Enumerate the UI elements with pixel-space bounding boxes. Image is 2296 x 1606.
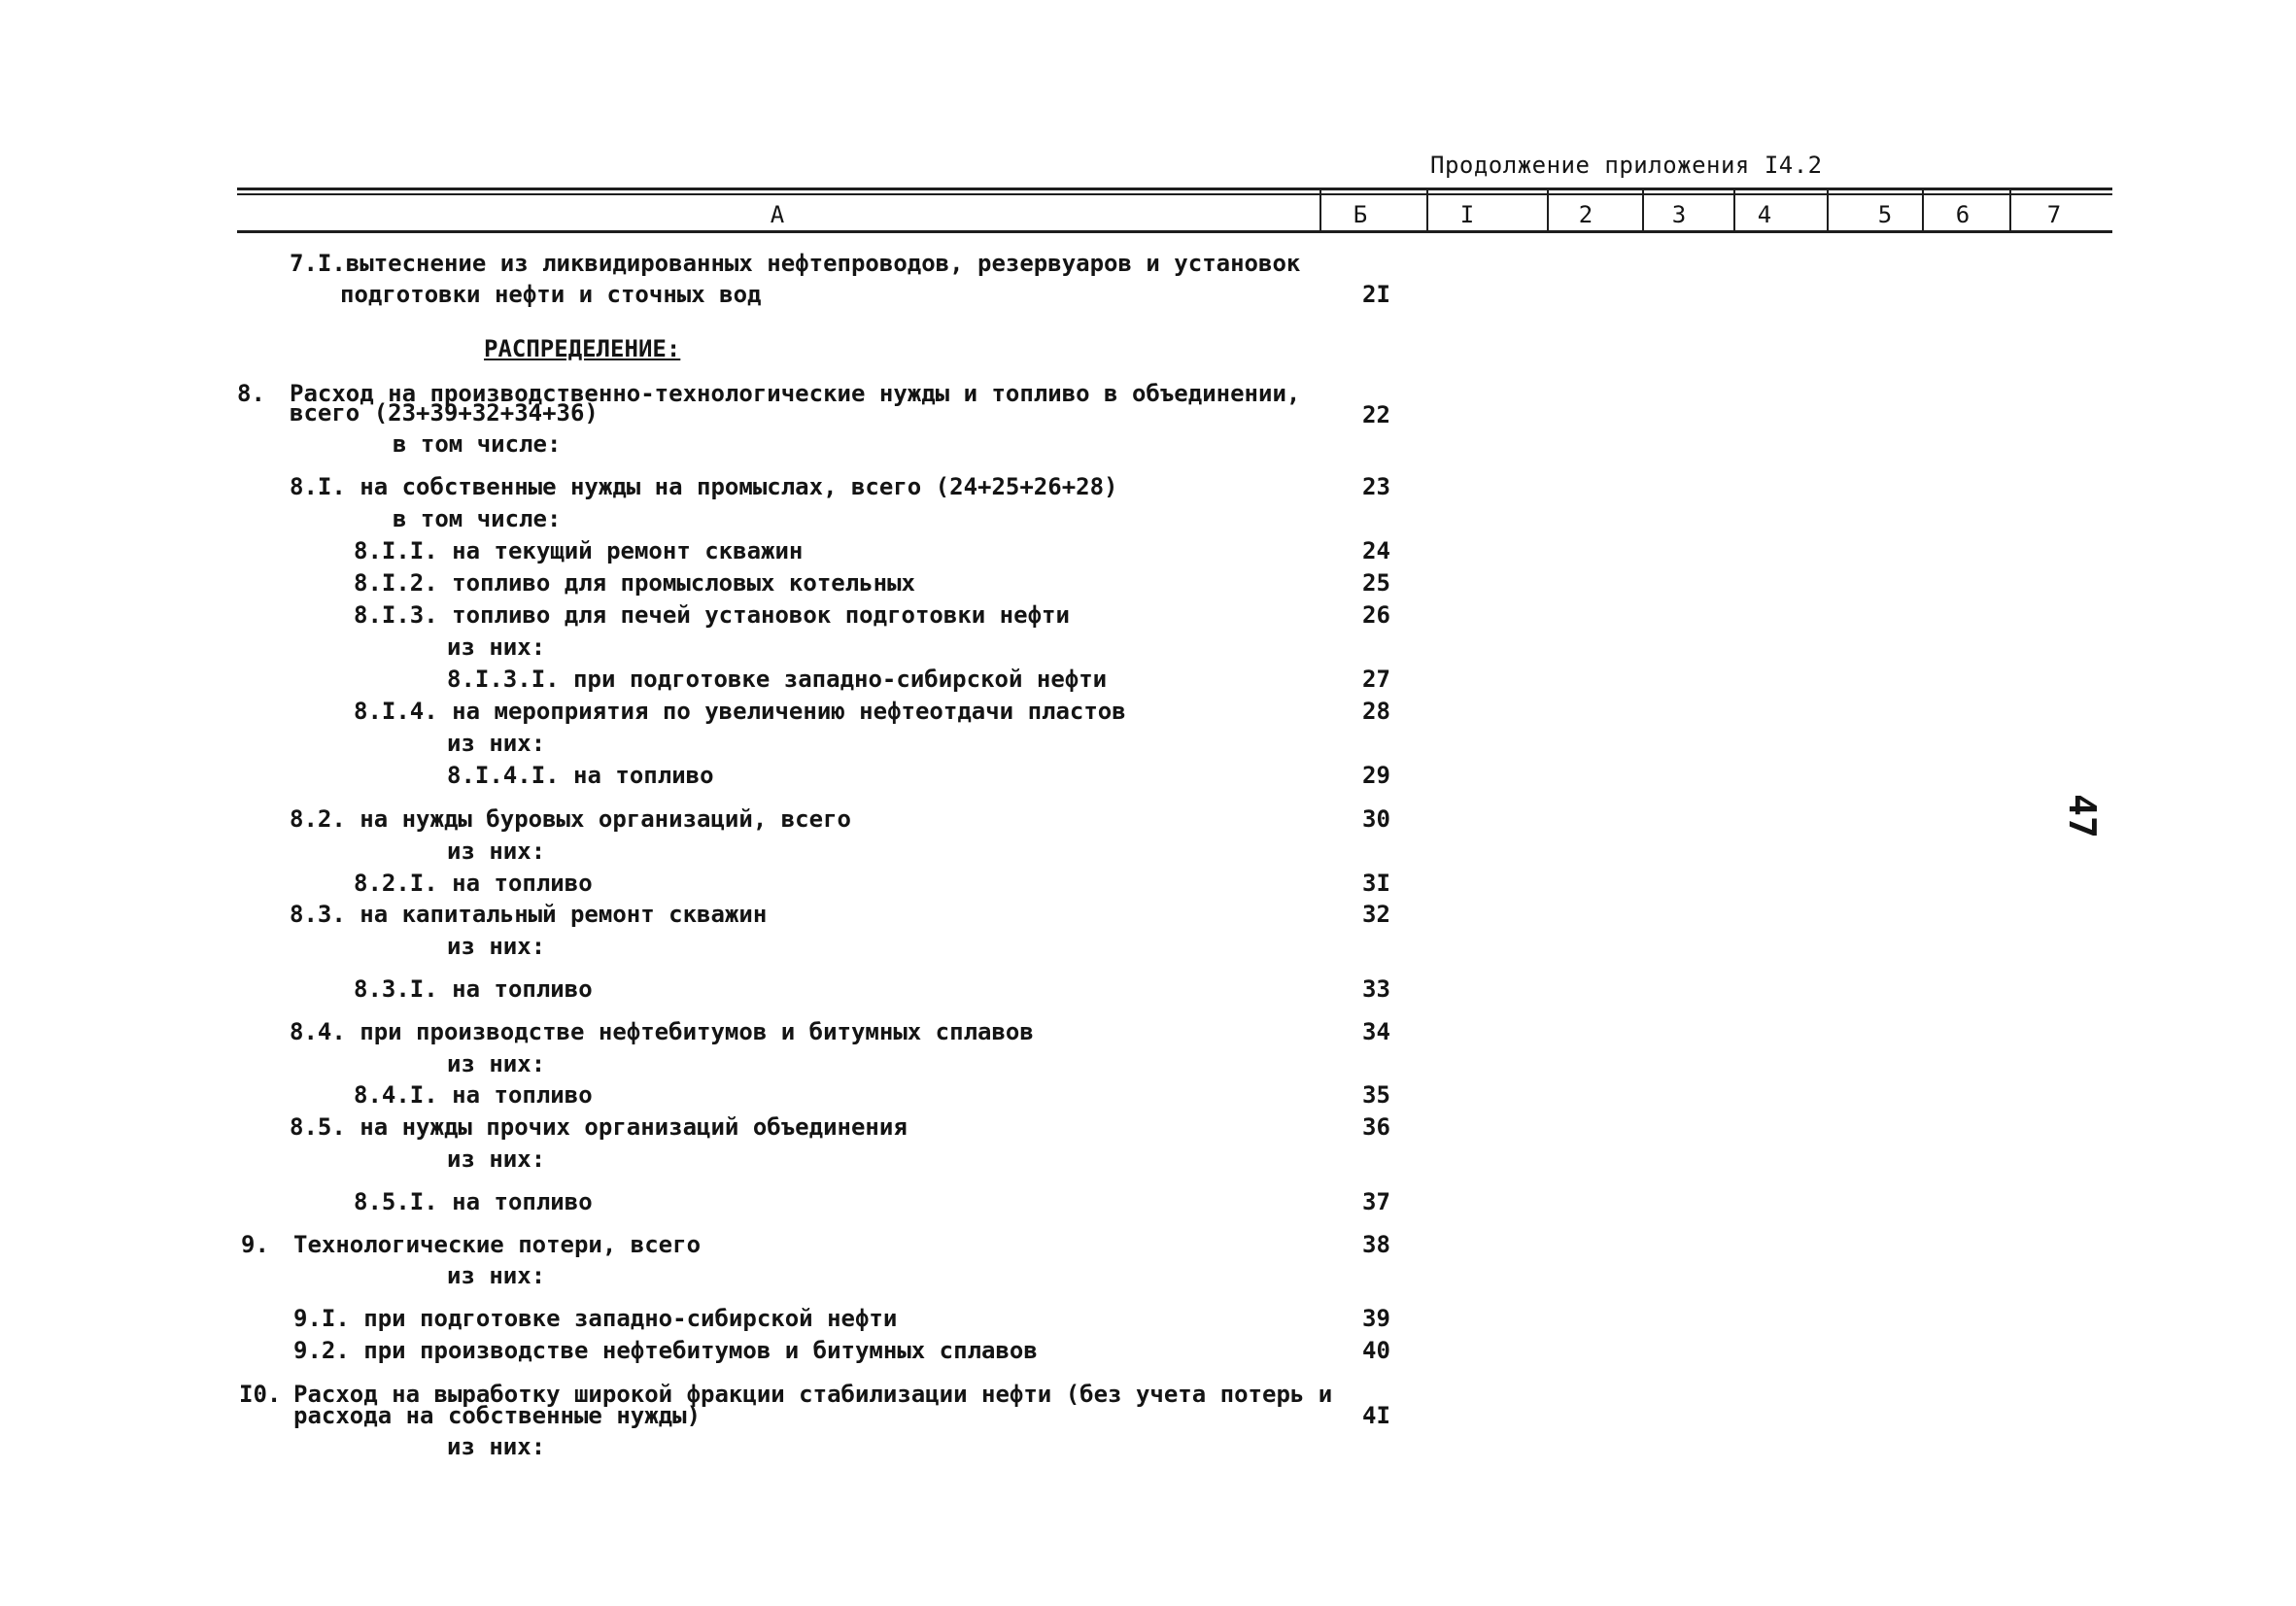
row-text: 8.2. на нужды буровых организаций, всего bbox=[290, 805, 851, 833]
row-text: из них: bbox=[447, 837, 546, 865]
row-number: I0. bbox=[239, 1381, 282, 1408]
table-row bbox=[0, 804, 2296, 837]
table-row bbox=[0, 697, 2296, 730]
header-bottom-rule bbox=[237, 230, 2112, 233]
row-code: 2I bbox=[1362, 281, 1390, 308]
column-separator bbox=[1642, 190, 1644, 231]
table-row bbox=[0, 568, 2296, 601]
column-header-a: А bbox=[770, 201, 785, 228]
row-text: 8.I. на собственные нужды на промыслах, всего (24+25+26+28) bbox=[290, 473, 1118, 500]
row-number: 8. bbox=[237, 380, 265, 407]
table-row bbox=[0, 249, 2296, 282]
row-text: 8.4. при производстве нефтебитумов и битумных сплавов bbox=[290, 1018, 1034, 1045]
column-separator bbox=[1547, 190, 1549, 231]
row-text: 8.I.2. топливо для промысловых котельных bbox=[354, 569, 915, 597]
row-code: 25 bbox=[1362, 569, 1390, 597]
row-code: 29 bbox=[1362, 762, 1390, 789]
row-text: расхода на собственные нужды) bbox=[293, 1402, 702, 1429]
row-code: 35 bbox=[1362, 1081, 1390, 1109]
row-code: 36 bbox=[1362, 1113, 1390, 1141]
table-row bbox=[0, 1304, 2296, 1337]
row-text: из них: bbox=[447, 730, 546, 757]
column-separator bbox=[1426, 190, 1428, 231]
table-row bbox=[0, 729, 2296, 762]
table-row bbox=[0, 536, 2296, 569]
column-separator bbox=[1733, 190, 1735, 231]
table-row bbox=[0, 1049, 2296, 1082]
appendix-caption: Продолжение приложения I4.2 bbox=[1430, 152, 1823, 179]
row-text: 8.2.I. на топливо bbox=[354, 870, 593, 897]
table-row bbox=[0, 1017, 2296, 1050]
column-separator bbox=[1922, 190, 1924, 231]
table-row bbox=[0, 429, 2296, 462]
table-row bbox=[0, 1432, 2296, 1465]
table-row bbox=[0, 932, 2296, 965]
row-text: 7.I.вытеснение из ликвидированных нефтепроводов, резервуаров и установок bbox=[290, 250, 1301, 277]
row-code: 22 bbox=[1362, 401, 1390, 428]
column-header-4: 4 bbox=[1757, 201, 1772, 228]
row-code: 26 bbox=[1362, 601, 1390, 629]
row-text: 8.I.3.I. при подготовке западно-сибирской нефти bbox=[447, 666, 1108, 693]
page-number: 47 bbox=[2060, 794, 2104, 838]
row-code: 38 bbox=[1362, 1231, 1390, 1258]
column-separator bbox=[1319, 190, 1321, 231]
row-code: 4I bbox=[1362, 1402, 1390, 1429]
column-header-5: 5 bbox=[1877, 201, 1893, 228]
row-code: 23 bbox=[1362, 473, 1390, 500]
row-text: подготовки нефти и сточных вод bbox=[340, 281, 762, 308]
table-row bbox=[0, 1230, 2296, 1263]
table-row bbox=[0, 600, 2296, 633]
row-code: 24 bbox=[1362, 537, 1390, 564]
row-code: 37 bbox=[1362, 1188, 1390, 1215]
table-row bbox=[0, 280, 2296, 313]
row-text: в том числе: bbox=[393, 430, 562, 458]
table-row bbox=[0, 398, 2296, 431]
row-code: 28 bbox=[1362, 698, 1390, 725]
column-header-b: Б bbox=[1353, 201, 1368, 228]
row-text: 9.I. при подготовке западно-сибирской нефти bbox=[293, 1305, 898, 1332]
row-text: 8.3.I. на топливо bbox=[354, 975, 593, 1003]
row-code: 32 bbox=[1362, 901, 1390, 928]
row-text: Расход на выработку широкой фракции стабилизации нефти (без учета потерь и bbox=[293, 1381, 1333, 1408]
column-header-7: 7 bbox=[2046, 201, 2062, 228]
row-text: из них: bbox=[447, 1262, 546, 1289]
row-code: 40 bbox=[1362, 1337, 1390, 1364]
table-row bbox=[0, 1401, 2296, 1434]
column-header-6: 6 bbox=[1955, 201, 1970, 228]
row-text: из них: bbox=[447, 933, 546, 960]
row-text: из них: bbox=[447, 1145, 546, 1173]
row-text: 8.4.I. на топливо bbox=[354, 1081, 593, 1109]
table-row bbox=[0, 900, 2296, 933]
table-row bbox=[0, 665, 2296, 698]
row-text: 8.I.I. на текущий ремонт скважин bbox=[354, 537, 804, 564]
table-row bbox=[0, 869, 2296, 902]
row-text: 8.I.3. топливо для печей установок подготовки нефти bbox=[354, 601, 1070, 629]
row-code: 39 bbox=[1362, 1305, 1390, 1332]
header-top-rule bbox=[237, 188, 2112, 190]
row-text: Технологические потери, всего bbox=[293, 1231, 702, 1258]
table-row bbox=[0, 504, 2296, 537]
table-row bbox=[0, 974, 2296, 1008]
table-row bbox=[0, 1112, 2296, 1145]
header-top-rule-secondary bbox=[237, 193, 2112, 195]
column-header-3: 3 bbox=[1671, 201, 1687, 228]
column-header-2: 2 bbox=[1578, 201, 1593, 228]
row-text: 8.5.I. на топливо bbox=[354, 1188, 593, 1215]
row-code: 27 bbox=[1362, 666, 1390, 693]
table-row bbox=[0, 632, 2296, 666]
table-row bbox=[0, 1261, 2296, 1294]
row-text: из них: bbox=[447, 1433, 546, 1460]
table-row bbox=[0, 1080, 2296, 1113]
row-text: 8.I.4.I. на топливо bbox=[447, 762, 714, 789]
row-code: 33 bbox=[1362, 975, 1390, 1003]
row-text: в том числе: bbox=[393, 505, 562, 532]
row-text: из них: bbox=[447, 1050, 546, 1077]
row-text: 8.I.4. на мероприятия по увеличению нефтеотдачи пластов bbox=[354, 698, 1126, 725]
row-code: 3I bbox=[1362, 870, 1390, 897]
row-code: 30 bbox=[1362, 805, 1390, 833]
section-title: РАСПРЕДЕЛЕНИЕ: bbox=[484, 335, 681, 362]
row-text: 8.3. на капитальный ремонт скважин bbox=[290, 901, 768, 928]
row-text: всего (23+39+32+34+36) bbox=[290, 399, 599, 427]
table-row bbox=[0, 1336, 2296, 1369]
column-separator bbox=[2009, 190, 2011, 231]
column-header-1: I bbox=[1459, 201, 1475, 228]
row-text: из них: bbox=[447, 633, 546, 661]
row-number: 9. bbox=[241, 1231, 269, 1258]
row-text: 9.2. при производстве нефтебитумов и битумных сплавов bbox=[293, 1337, 1038, 1364]
table-row bbox=[0, 472, 2296, 505]
table-row bbox=[0, 761, 2296, 794]
column-separator bbox=[1827, 190, 1829, 231]
row-code: 34 bbox=[1362, 1018, 1390, 1045]
row-text: 8.5. на нужды прочих организаций объединения bbox=[290, 1113, 908, 1141]
table-row bbox=[0, 837, 2296, 870]
table-row bbox=[0, 1145, 2296, 1178]
table-row bbox=[0, 1187, 2296, 1220]
row-text: Расход на производственно-технологические нужды и топливо в объединении, bbox=[290, 380, 1301, 407]
